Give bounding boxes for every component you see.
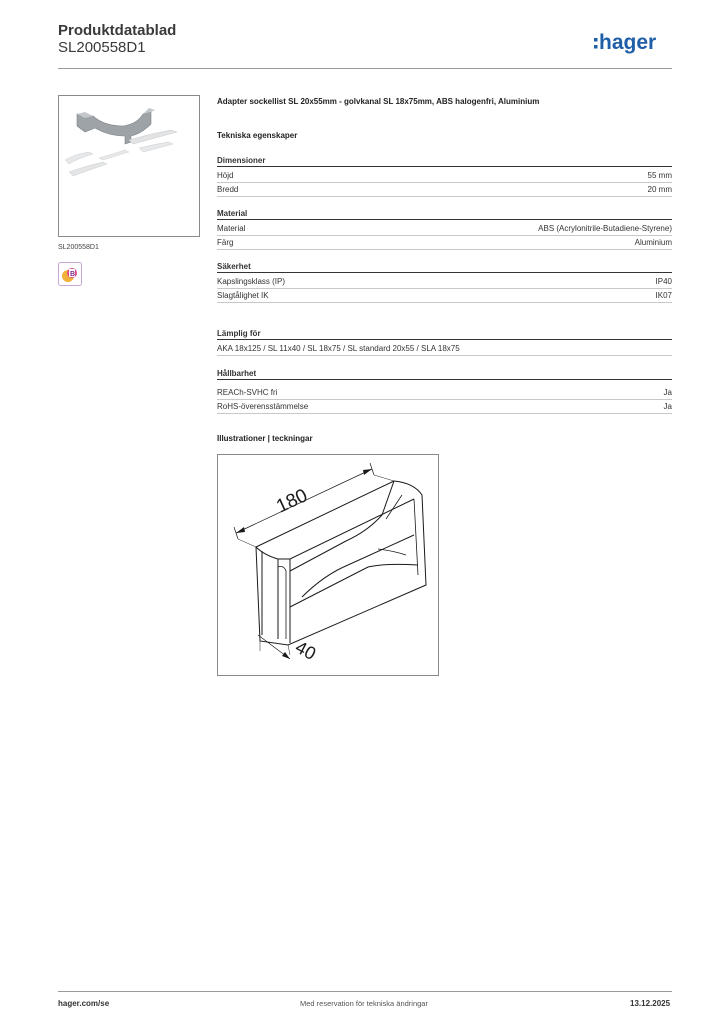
technical-drawing [217,454,439,676]
row-value: Ja [663,388,672,397]
hager-logo [594,28,676,56]
document-reference: SL200558D1 [58,39,146,56]
row-value: IK07 [655,291,672,300]
table-row [217,386,672,400]
section-illustrations: Illustrationer | teckningar [217,434,313,443]
photo-caption: SL200558D1 [58,244,99,251]
row-value: 55 mm [647,171,672,180]
table-row [217,183,672,197]
group-sustainability-title: Hållbarhet [217,369,672,380]
row-label: REACh-SVHC fri [217,388,278,397]
product-photo-image [59,96,199,236]
row-value: ABS (Acrylonitrile-Butadiene-Styrene) [538,224,672,233]
dimension-length-label: 180 [273,485,311,518]
row-label: Höjd [217,171,234,180]
row-value: Ja [663,402,672,411]
row-label: Kapslingsklass (IP) [217,277,286,286]
row-label: Bredd [217,185,239,194]
row-value: Aluminium [634,238,672,247]
group-dimensions-title: Dimensioner [217,156,672,167]
row-label: Färg [217,238,234,247]
row-label: Material [217,224,246,233]
group-suitable-title: Lämplig för [217,329,672,340]
header-divider [58,68,672,69]
dimension-width-label: 40 [292,636,320,664]
row-value: IP40 [655,277,672,286]
table-row [217,342,672,356]
table-row [217,275,672,289]
row-value: 20 mm [647,185,672,194]
document-title: Produktdatablad [58,22,177,39]
group-material-title: Material [217,209,672,220]
table-row [217,400,672,414]
technical-drawing-svg [218,455,438,675]
halogen-free-badge-icon [58,262,82,286]
footer-divider [58,991,672,992]
footer-disclaimer: Med reservation för tekniska ändringar [300,999,428,1008]
row-label: AKA 18x125 / SL 11x40 / SL 18x75 / SL standard 20x55 / SLA 18x75 [217,344,460,353]
product-photo [58,95,200,237]
group-safety-title: Säkerhet [217,262,672,273]
section-tech-props: Tekniska egenskaper [217,131,298,140]
footer-website-link[interactable]: hager.com/se [58,999,110,1008]
row-label: Slagtålighet IK [217,291,269,300]
svg-text:B: B [70,271,76,278]
table-row [217,169,672,183]
table-row [217,289,672,303]
table-row [217,236,672,250]
table-row [217,222,672,236]
logo-text: hager [599,31,657,54]
product-title: Adapter sockellist SL 20x55mm - golvkanal SL 18x75mm, ABS halogenfri, Aluminium [217,97,540,106]
footer-date: 13.12.2025 [630,999,671,1008]
row-label: RoHS-överensstämmelse [217,402,309,411]
